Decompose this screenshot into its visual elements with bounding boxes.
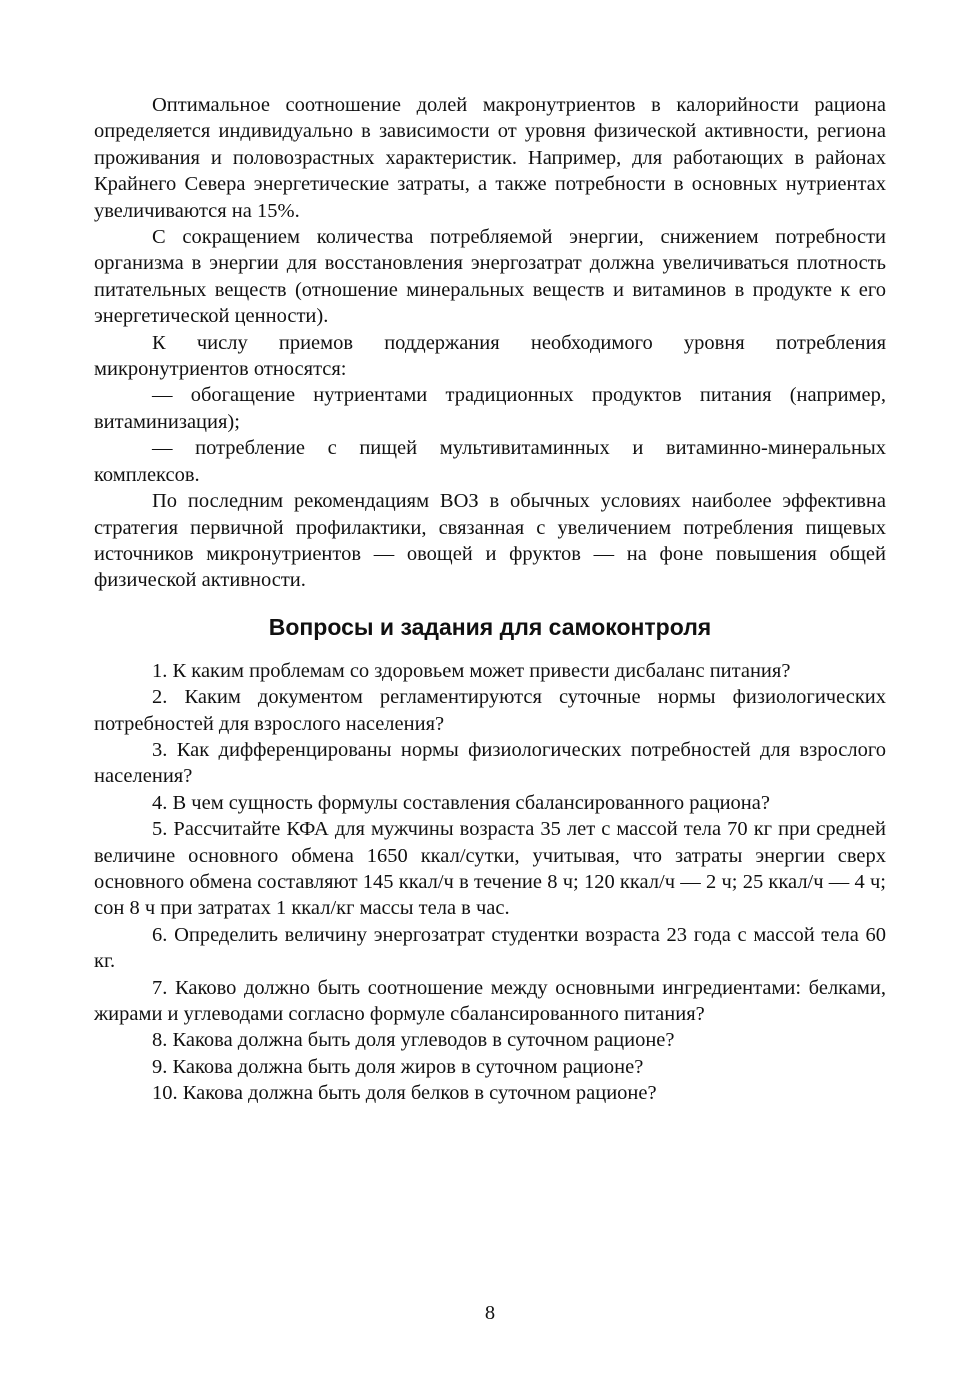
question-item: 7. Каково должно быть соотношение между основными ингредиентами: белками, жирами и углеводами согласно формуле сбалансированного питания? (94, 976, 886, 1025)
question-item: 4. В чем сущность формулы составления сбалансированного рациона? (152, 791, 770, 814)
section-heading: Вопросы и задания для самоконтроля (268, 613, 712, 640)
list-item-dash: — обогащение нутриентами традиционных продуктов питания (например, витаминизация); (94, 384, 886, 433)
question-item: 8. Какова должна быть доля углеводов в суточном рационе? (152, 1029, 675, 1052)
document-page (94, 92, 886, 1107)
question-item: 6. Определить величину энергозатрат студентки возраста 23 года с массой тела 60 кг. (94, 923, 886, 973)
body-text (94, 92, 886, 594)
page-number: 8 (484, 1302, 496, 1324)
paragraph: К числу приемов поддержания необходимого уровня потребления микронутриентов относятся: (94, 331, 886, 381)
question-item: 10. Какова должна быть доля белков в суточном рационе? (152, 1082, 657, 1105)
question-item: 1. К каким проблемам со здоровьем может привести дисбаланс питания? (152, 659, 791, 682)
question-item: 5. Рассчитайте КФА для мужчины возраста 35 лет с массой тела 70 кг при средней величине основного обмена 1650 ккал/сутки, учитывая, что затраты энергии сверх основного обмена составляют 145 ккал/ч в течение 8 ч; 120 ккал/ч — 2 ч; 25 ккал/ч — 4 ч; сон 8 ч при затратах 1 ккал/кг массы тела в час. (94, 818, 886, 920)
paragraph: С сокращением количества потребляемой энергии, снижением потребности организма в энергии для восстановления энергозатрат должна увеличиваться плотность питательных веществ (отношение минеральных веществ и витаминов в продукте к его энергетической ценности). (94, 226, 886, 328)
question-item: 9. Какова должна быть доля жиров в суточном рационе? (152, 1055, 644, 1078)
question-item: 2. Каким документом регламентируются суточные нормы физиологических потребностей для взрослого населения? (94, 686, 886, 735)
questions-list (94, 658, 886, 1107)
list-item-dash: — потребление с пищей мультивитаминных и витаминно-минеральных комплексов. (94, 437, 886, 486)
question-item: 3. Как дифференцированы нормы физиологических потребностей для взрослого населения? (94, 738, 886, 788)
paragraph: Оптимальное соотношение долей макронутриентов в калорийности рациона определяется индивидуально в зависимости от уровня физической активности, региона проживания и половозрастных характеристик. Например, для работающих в районах Крайнего Севера энергетические затраты, а также потребности в основных нутриентах увеличиваются на 15%. (94, 94, 886, 222)
paragraph: По последним рекомендациям ВОЗ в обычных условиях наиболее эффективна стратегия первичной профилактики, связанная с увеличением потребления пищевых источников микронутриентов — овощей и фруктов — на фоне повышения общей физической активности. (94, 490, 886, 592)
